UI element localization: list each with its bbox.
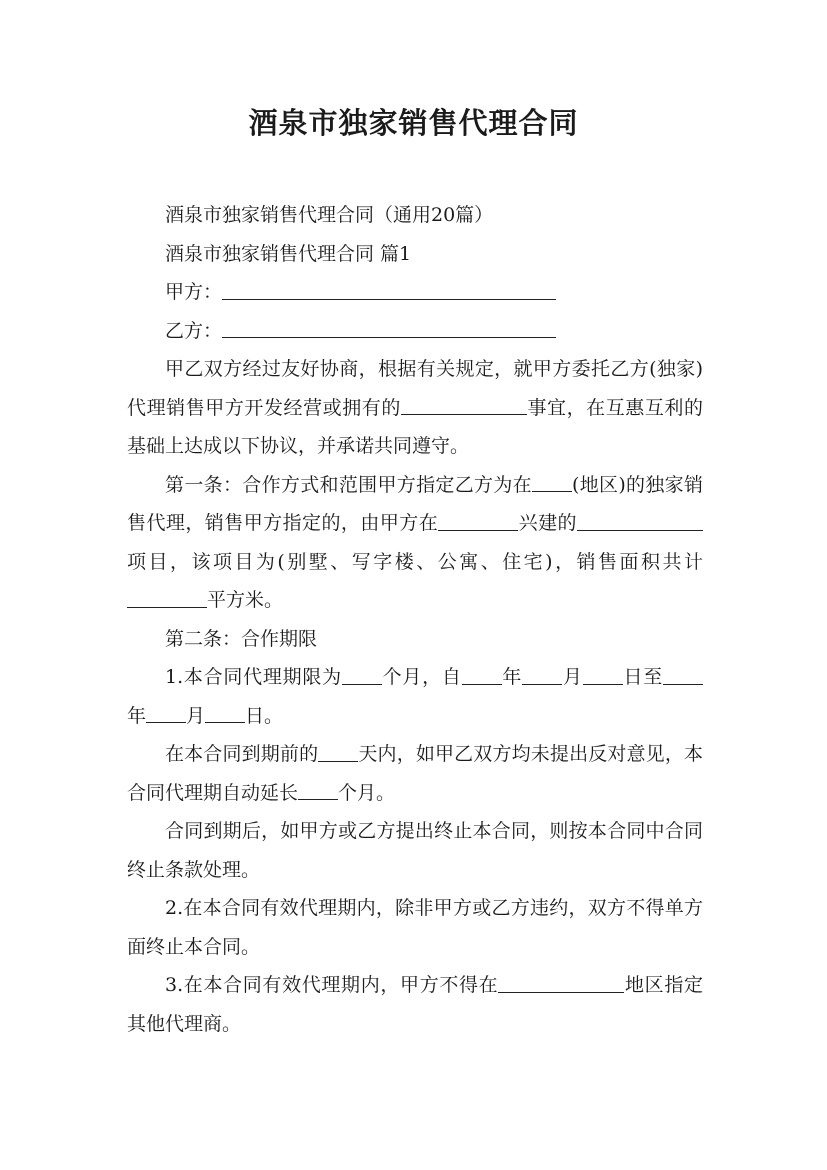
article-1-paragraph bbox=[127, 466, 703, 620]
renew-text-2: 天内，如甲乙双方均未提出反对意见，本合同代理期自动延长 bbox=[127, 743, 703, 804]
end-day-blank bbox=[205, 703, 245, 723]
region-blank bbox=[532, 472, 572, 492]
intro-paragraph bbox=[127, 350, 703, 466]
extend-months-blank bbox=[298, 780, 338, 800]
term-paragraph bbox=[127, 658, 703, 735]
party-b-label: 乙方： bbox=[165, 319, 223, 342]
property-blank bbox=[401, 395, 527, 415]
renew-text-1: 在本合同到期前的 bbox=[165, 743, 319, 765]
term-text-3: 年 bbox=[501, 666, 523, 688]
clause3-text-2: 地区指定其他代理商。 bbox=[127, 974, 703, 1035]
art1-text-2: (地区)的独家销售代理，销售甲方指定的，由甲方在 bbox=[127, 473, 703, 534]
term-text-4: 月 bbox=[562, 666, 583, 688]
clause-3-paragraph bbox=[127, 966, 703, 1043]
start-month-blank bbox=[522, 665, 562, 685]
area-blank bbox=[127, 588, 207, 608]
party-a-blank bbox=[222, 280, 556, 300]
end-year-blank bbox=[663, 665, 703, 685]
document-body bbox=[127, 196, 703, 1043]
start-day-blank bbox=[583, 665, 623, 685]
document-subtitle: 酒泉市独家销售代理合同（通用20篇） bbox=[165, 204, 494, 226]
term-text-7: 月 bbox=[186, 704, 206, 727]
intro-text-1: 甲乙双方经过友好协商，根据有关规定，就甲方委托乙方(独家)代理销售甲方开发经营或拥有的 bbox=[127, 358, 703, 419]
art1-text-3: 兴建的 bbox=[518, 512, 577, 534]
term-text-8: 日。 bbox=[245, 704, 284, 727]
term-text-6: 年 bbox=[127, 704, 147, 727]
party-b-blank bbox=[222, 318, 556, 338]
location-blank bbox=[438, 511, 518, 531]
intro-text-2: 事宜，在互惠互利的基础上达成以下协议，并承诺共同遵守。 bbox=[127, 396, 703, 457]
document-title: 酒泉市独家销售代理合同 bbox=[248, 106, 579, 140]
start-year-blank bbox=[462, 665, 502, 685]
end-month-blank bbox=[146, 703, 186, 723]
clause-2-paragraph: 2.在本合同有效代理期内，除非甲方或乙方违约，双方不得单方面终止本合同。 bbox=[127, 897, 703, 958]
article-2-heading: 第二条：合作期限 bbox=[165, 627, 318, 650]
exclusive-region-blank bbox=[498, 973, 624, 993]
term-text-2: 个月，自 bbox=[381, 666, 462, 688]
months-blank bbox=[342, 665, 382, 685]
renew-text-3: 个月。 bbox=[338, 781, 396, 804]
art1-text-4: 项目，该项目为(别墅、写字楼、公寓、住宅)，销售面积共计 bbox=[127, 550, 703, 573]
term-text-1: 1.本合同代理期限为 bbox=[165, 666, 342, 688]
renewal-paragraph bbox=[127, 735, 703, 812]
party-a-label: 甲方： bbox=[165, 281, 223, 303]
days-blank bbox=[318, 742, 358, 762]
art1-text-1: 第一条：合作方式和范围甲方指定乙方为在 bbox=[165, 473, 532, 496]
clause3-text-1: 3.在本合同有效代理期内，甲方不得在 bbox=[165, 974, 499, 996]
expiry-paragraph: 合同到期后，如甲方或乙方提出终止本合同，则按本合同中合同终止条款处理。 bbox=[127, 820, 703, 881]
section-heading: 酒泉市独家销售代理合同 篇1 bbox=[165, 242, 412, 265]
term-text-5: 日至 bbox=[622, 666, 663, 688]
art1-text-5: 平方米。 bbox=[207, 589, 284, 611]
party-a-line bbox=[127, 273, 703, 312]
party-b-line bbox=[127, 312, 703, 351]
project-blank bbox=[577, 511, 703, 531]
